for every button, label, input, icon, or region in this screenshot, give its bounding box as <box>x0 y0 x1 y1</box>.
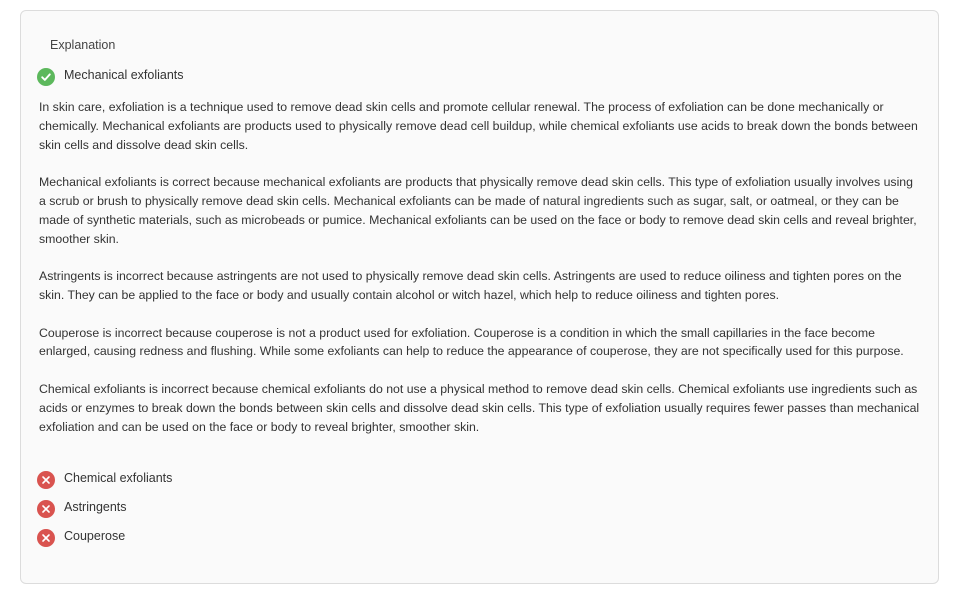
explanation-paragraph: Chemical exfoliants is incorrect because chemical exfoliants do not use a physical method to remove dead skin cells. Chemical exfoliants use ingredients such as acids or enzymes to break down the bonds between skin cells and dissolve dead skin cells. This type of exfoliation usually requires fewer passes than mechanical exfoliation and can be used on the face or body to reveal brighter, smoother skin. <box>39 381 920 434</box>
explanation-card <box>20 10 939 584</box>
correct-answer-row <box>37 66 184 88</box>
incorrect-answer-label: Chemical exfoliants <box>64 470 173 485</box>
incorrect-answer-row <box>37 498 127 520</box>
check-circle-icon <box>37 68 55 86</box>
incorrect-answer-row <box>37 469 172 491</box>
x-circle-icon <box>37 500 55 518</box>
explanation-paragraph: Mechanical exfoliants is correct because mechanical exfoliants are products that physically remove dead skin cells. This type of exfoliation usually involves using a scrub or brush to physically remove dead skin cells. Mechanical exfoliants can be made of natural ingredients such as sugar, salt, or oatmeal, or they can be made of synthetic materials, such as microbeads or pumice. Mechanical exfoliants can be used on the face or body to remove dead skin cells and reveal brighter, smoother skin. <box>39 175 917 246</box>
incorrect-answer-row <box>37 527 125 549</box>
explanation-text <box>39 98 923 455</box>
explanation-paragraph: Astringents is incorrect because astringents are not used to physically remove dead skin cells. Astringents are used to reduce oiliness and tighten pores on the skin. They can be applied to the face or body and usually contain alcohol or witch hazel, which help to reduce oiliness and tighten pores. <box>39 269 902 302</box>
explanation-paragraph: In skin care, exfoliation is a technique used to remove dead skin cells and promote cellular renewal. The process of exfoliation can be done mechanically or chemically. Mechanical exfoliants are products used to physically remove dead cell buildup, while chemical exfoliants use acids to break down the bonds between skin cells and dissolve dead skin cells. <box>39 100 918 152</box>
section-title: Explanation <box>50 38 116 52</box>
x-circle-icon <box>37 471 55 489</box>
explanation-paragraph: Couperose is incorrect because couperose is not a product used for exfoliation. Couperose is a condition in which the small capillaries in the face become enlarged, causing redness and flushing. While some exfoliants can help to reduce the appearance of couperose, they are not specifically used for this purpose. <box>39 325 904 359</box>
correct-answer-label: Mechanical exfoliants <box>64 67 184 82</box>
x-circle-icon <box>37 529 55 547</box>
incorrect-answer-label: Couperose <box>64 528 126 543</box>
incorrect-answer-label: Astringents <box>64 499 127 514</box>
